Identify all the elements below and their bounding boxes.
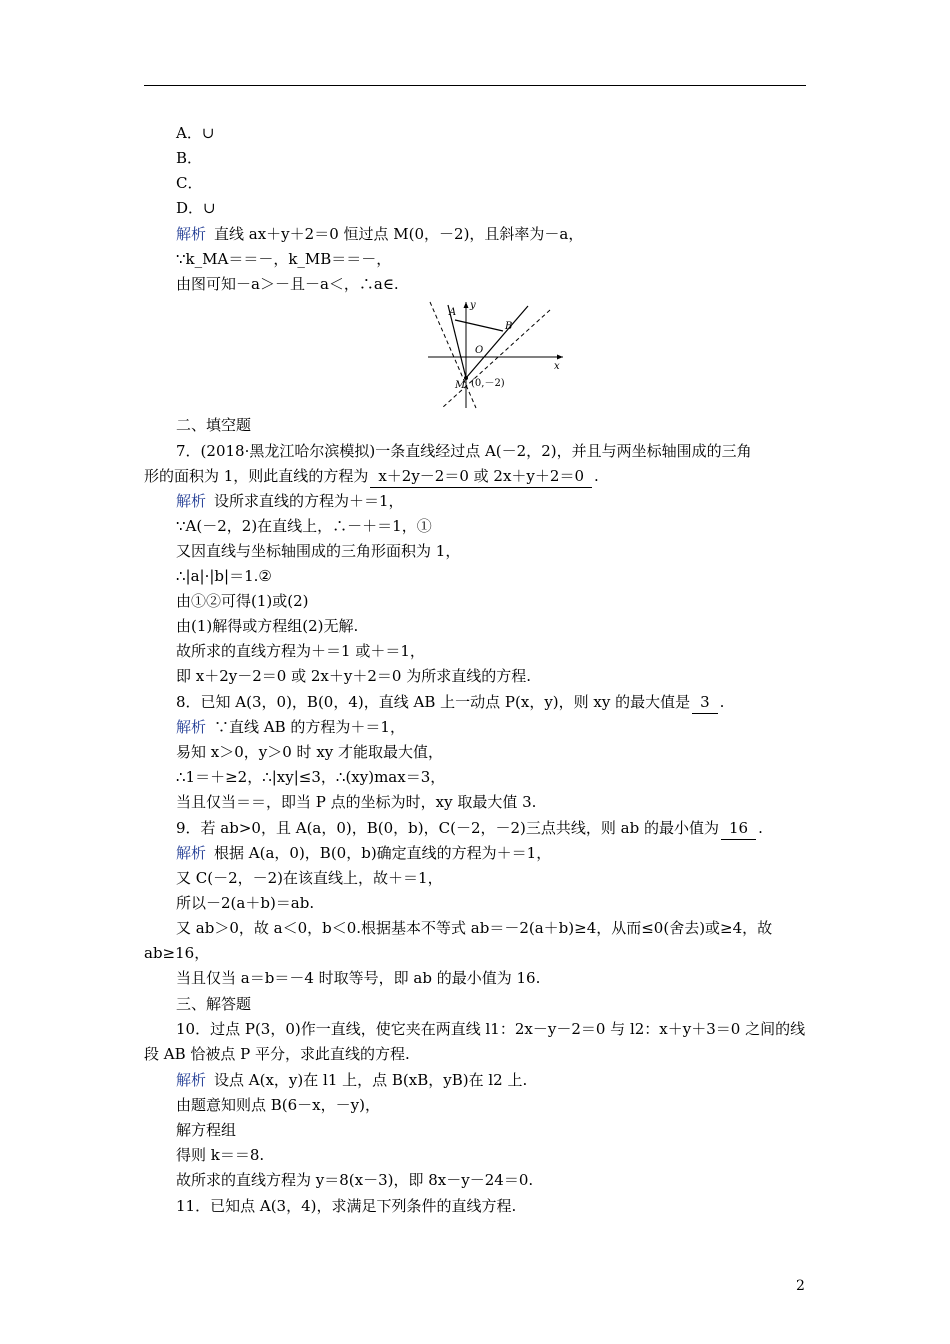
q7-solution-5: 由①②可得(1)或(2) — [176, 592, 309, 610]
solution-6-line-2: ∵k_MA＝＝－，k_MB＝＝－， — [176, 250, 392, 268]
jiexi-label: 解析 — [176, 1071, 207, 1089]
q9-solution-4: 又 ab＞0，故 a＜0，b＜0.根据基本不等式 ab＝－2(a＋b)≥4，从而≤0(舍去)或≥4，故 — [176, 919, 773, 937]
q7-solution-4: ∴|a|·|b|＝1.② — [176, 567, 272, 585]
q10-solution-2: 由题意知则点 B(6－x，－y)， — [176, 1096, 380, 1114]
segment-ab — [455, 320, 503, 331]
jiexi-label: 解析 — [176, 492, 207, 510]
q10-solution-5: 故所求的直线方程为 y＝8(x－3)，即 8x－y－24＝0. — [176, 1171, 534, 1189]
q7-solution-8: 即 x＋2y－2＝0 或 2x＋y＋2＝0 为所求直线的方程. — [176, 667, 531, 685]
q10-stem: 10．过点 P(3，0)作一直线，使它夹在两直线 l1：2x－y－2＝0 与 l2：x＋y＋3＝0 之间的线 — [176, 1020, 806, 1038]
q7-solution-6: 由(1)解得或方程组(2)无解. — [176, 617, 359, 635]
section-answer: 三、解答题 — [176, 995, 252, 1013]
option-c: C． — [176, 174, 203, 192]
q8-answer: 3 — [692, 691, 718, 714]
dashed-boundary-right — [442, 310, 550, 408]
solution-6-line-1: 解析 直线 ax＋y＋2＝0 恒过点 M(0，－2)，且斜率为－a， — [176, 225, 584, 243]
label-m: M — [455, 380, 466, 391]
q9-solution-2: 又 C(－2，－2)在该直线上，故＋＝1， — [176, 869, 443, 887]
q8-solution-4: 当且仅当＝＝，即当 P 点的坐标为时，xy 取最大值 3. — [176, 793, 537, 811]
jiexi-label: 解析 — [176, 844, 207, 862]
q8-solution-3: ∴1＝＋≥2，∴|xy|≤3，∴(xy)max＝3， — [176, 768, 446, 786]
label-o: O — [475, 345, 484, 356]
q9-solution-1: 解析 根据 A(a，0)，B(0，b)确定直线的方程为＋＝1， — [176, 844, 552, 862]
label-point-m: (0,－2) — [471, 378, 505, 389]
q7-solution-7: 故所求的直线方程为＋＝1 或＋＝1， — [176, 642, 425, 660]
option-a: A．∪ — [176, 124, 215, 142]
q7-solution-3: 又因直线与坐标轴围成的三角形面积为 1， — [176, 542, 461, 560]
q7-stem-continued: 形的面积为 1，则此直线的方程为 x＋2y－2＝0 或 2x＋y＋2＝0 . — [144, 465, 599, 488]
label-b: B — [505, 321, 513, 332]
q8-stem: 8．已知 A(3，0)，B(0，4)，直线 AB 上一动点 P(x，y)，则 xy 的最大值是 3 . — [176, 691, 724, 714]
line-mb — [466, 306, 528, 378]
header-rule — [144, 85, 806, 86]
q7-stem: 7．(2018·黑龙江哈尔滨模拟)一条直线经过点 A(－2，2)，并且与两坐标轴围成的三角 — [176, 442, 752, 460]
x-axis-arrow — [557, 355, 563, 360]
q7-solution-1: 解析 设所求直线的方程为＋＝1， — [176, 492, 404, 510]
section-fill-in: 二、填空题 — [176, 416, 252, 434]
solution-6-line-3: 由图可知－a＞－且－a＜，∴a∈. — [176, 275, 399, 293]
option-b: B． — [176, 149, 203, 167]
q8-solution-2: 易知 x＞0，y＞0 时 xy 才能取最大值， — [176, 743, 444, 761]
q11-stem: 11．已知点 A(3，4)，求满足下列条件的直线方程. — [176, 1197, 517, 1215]
label-x: x — [554, 361, 560, 372]
q7-solution-2: ∵A(－2，2)在直线上，∴－＋＝1，① — [176, 517, 432, 535]
q10-solution-3: 解方程组 — [176, 1121, 237, 1139]
jiexi-label: 解析 — [176, 718, 207, 736]
q9-stem: 9．若 ab>0，且 A(a，0)，B(0，b)，C(－2，－2)三点共线，则 ab 的最小值为 16 . — [176, 817, 763, 840]
line-figure — [418, 300, 568, 410]
option-d: D．∪ — [176, 199, 216, 217]
jiexi-label: 解析 — [176, 225, 207, 243]
page-number: 2 — [796, 1278, 805, 1294]
q10-solution-1: 解析 设点 A(x，y)在 l1 上，点 B(xB，yB)在 l2 上. — [176, 1071, 528, 1089]
q9-solution-3: 所以－2(a＋b)＝ab. — [176, 894, 315, 912]
q10-stem-continued: 段 AB 恰被点 P 平分，求此直线的方程. — [144, 1045, 410, 1063]
y-axis-arrow — [464, 302, 469, 308]
label-y: y — [470, 300, 476, 311]
q9-solution-5: ab≥16， — [144, 944, 210, 962]
q7-answer: x＋2y－2＝0 或 2x＋y＋2＝0 — [370, 465, 592, 488]
q9-answer: 16 — [721, 817, 756, 840]
label-a: A — [449, 307, 457, 318]
q8-solution-1: 解析 ∵直线 AB 的方程为＋＝1， — [176, 718, 405, 736]
q9-solution-6: 当且仅当 a＝b＝－4 时取等号，即 ab 的最小值为 16. — [176, 969, 541, 987]
q10-solution-4: 得则 k＝＝8. — [176, 1146, 265, 1164]
